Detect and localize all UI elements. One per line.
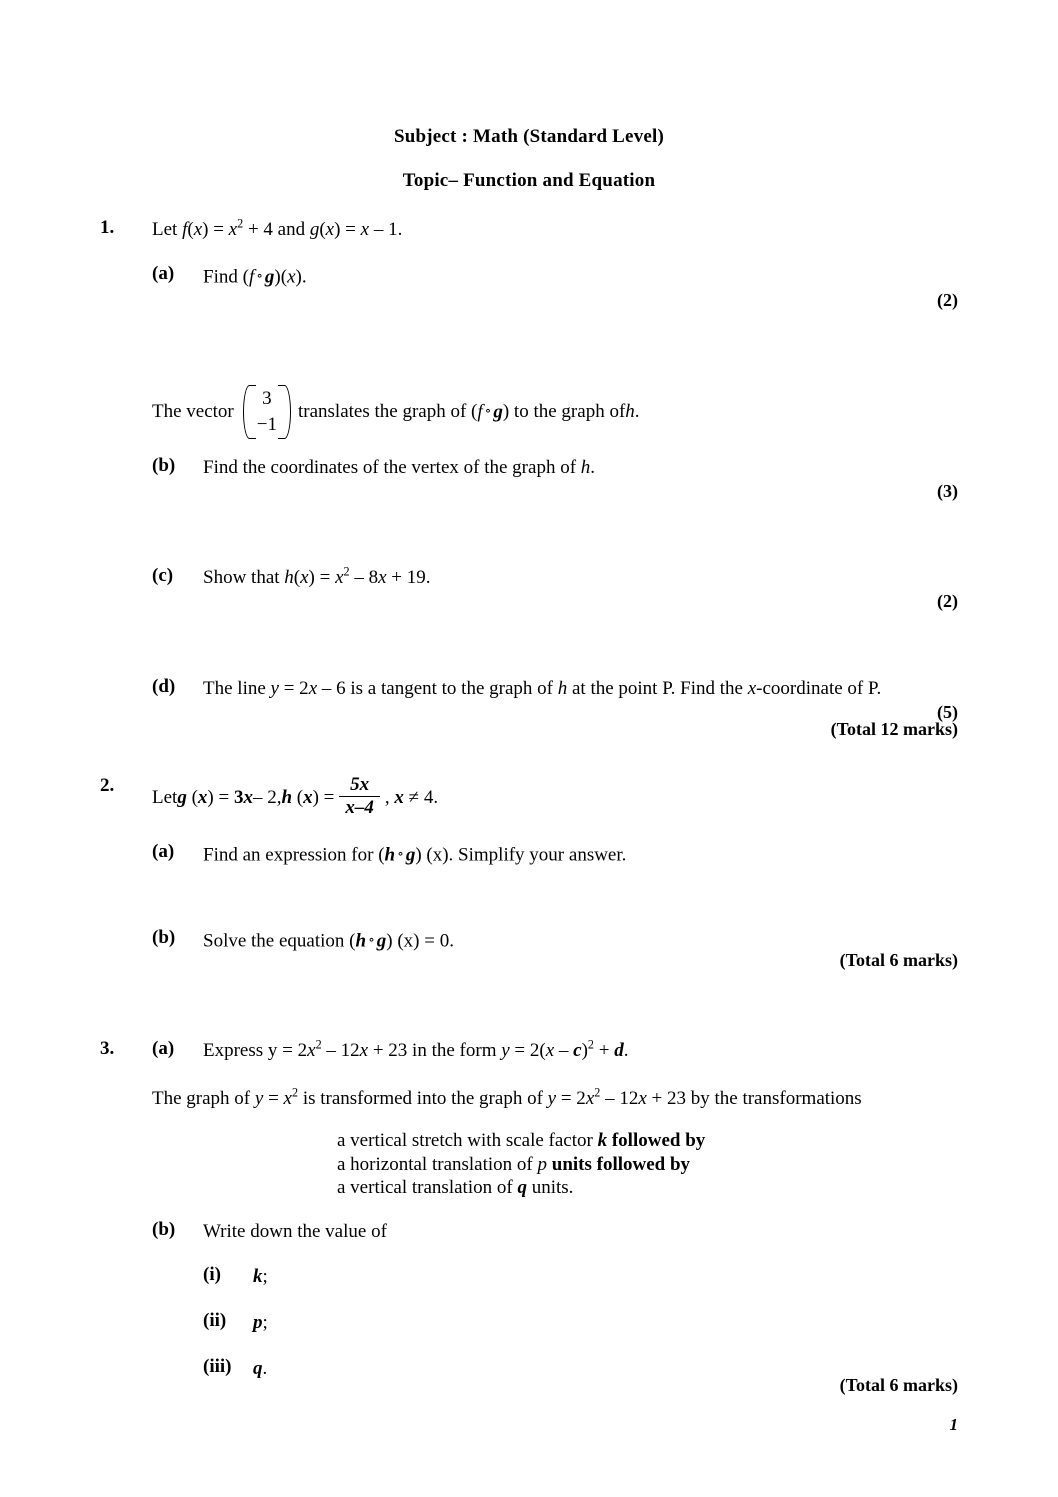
text-q2-tail: ≠ 4. [403, 786, 439, 808]
text-q3a-pre: Express y = 2 [203, 1040, 308, 1061]
subpart-ii-punct: ; [262, 1312, 268, 1333]
question-1-part-d-marks: (5) [937, 702, 958, 722]
question-number-3: 3. [100, 1038, 115, 1059]
question-1-vector-statement: The vector 3 −1 translates the graph of (f ∘ g) to the graph ofh. [152, 385, 640, 439]
transformation-item-2 [337, 1153, 705, 1177]
question-3-subpart-ii-label: (ii) [203, 1310, 227, 1331]
question-1-part-a-label: (a) [152, 263, 175, 284]
question-2-part-b-text: Solve the equation (h ∘ g) (x) = 0. [203, 930, 454, 952]
text-q2b-tail: ) (x) = 0. [386, 930, 454, 952]
transformation-3-var: q [517, 1177, 527, 1198]
question-2-part-a-text: Find an expression for (h ∘ g) (x). Simplify your answer. [203, 844, 627, 866]
column-vector [243, 385, 291, 439]
question-3-subpart-iii-text [253, 1356, 267, 1382]
question-1-part-c-label: (c) [152, 565, 174, 586]
question-2-total-marks: (Total 6 marks) [839, 950, 958, 970]
text-to-graph-h: ) to the graph of [502, 401, 626, 422]
text-q2-mid: – 2, [252, 786, 282, 808]
transformation-1-tail: followed by [607, 1130, 706, 1151]
fraction-denominator: x–4 [339, 796, 380, 819]
question-1-part-c-marks: (2) [937, 591, 958, 611]
fraction-numerator: 5x [350, 774, 370, 795]
text-show-that: Show that [203, 567, 285, 588]
subpart-iii-punct: . [262, 1358, 268, 1379]
text-q2a-tail: ) (x). Simplify your answer. [415, 844, 627, 866]
question-3-part-a-text: Express $y = 2x^2 - 12x + 23$ in the form y = 2(x – c)$^2$ + d. [203, 1037, 629, 1061]
subject-heading: Subject : Math (Standard Level) [393, 126, 665, 147]
text-let: Let [152, 219, 183, 240]
transformation-1-text: a vertical stretch with scale factor [337, 1130, 598, 1151]
transformation-3-text: a vertical translation of [337, 1177, 518, 1198]
text-line-pre: The line [203, 678, 271, 699]
transformation-item-1 [337, 1129, 705, 1153]
text-find: Find [203, 266, 243, 288]
question-3-subpart-iii-label: (iii) [203, 1356, 232, 1377]
text-line-post: at the point P. Find the [567, 678, 748, 699]
transformation-2-text: a horizontal translation of [337, 1153, 538, 1175]
question-1-total-marks: (Total 12 marks) [830, 719, 958, 739]
text-q2-let: Let [152, 786, 178, 808]
question-2-part-b-label: (b) [152, 927, 176, 948]
text-q3a-mid: – 12 [321, 1040, 360, 1061]
question-1-part-a-marks: (2) [937, 290, 958, 310]
transformation-1-var: k [597, 1130, 608, 1151]
page-number: 1 [949, 1415, 958, 1434]
question-2-part-a-label: (a) [152, 841, 175, 862]
transformation-list [337, 1129, 705, 1200]
question-3-part-b-text: Write down the value of [203, 1221, 387, 1242]
question-number-1: 1. [100, 217, 115, 238]
text-line-mid: is a tangent to the graph of [345, 678, 558, 699]
transformation-item-3 [337, 1176, 705, 1200]
text-q3-graph-post: by the transformations [685, 1088, 862, 1109]
question-1-part-b-marks: (3) [937, 481, 958, 501]
question-2-stem: Letg (x) = 3x– 2,h (x) = $\frac{5x}{x-4}$ , x ≠ 4. [152, 774, 439, 818]
text-q3a-post: + 23 in the form [368, 1040, 502, 1061]
question-3-transform-intro: The graph of $y = x^2$ is transformed into the graph of $y = 2x^2 - 12x + 23$ by the transformations [152, 1085, 862, 1109]
question-3-subpart-i-label: (i) [203, 1264, 221, 1285]
text-q3-graph-mid: is transformed into the graph of [298, 1088, 548, 1109]
question-3-subpart-ii-text [253, 1310, 268, 1336]
text-the-vector: The vector [152, 401, 234, 422]
vector-right-paren [278, 385, 291, 439]
subpart-i-var: k [253, 1266, 263, 1287]
text-line-end: -coordinate of P. [756, 678, 882, 699]
question-1-part-a-text: Find (f ∘ g)(x). [203, 266, 307, 288]
question-3-total-marks: (Total 6 marks) [839, 1375, 958, 1395]
subpart-ii-var: p [253, 1312, 263, 1333]
text-translates: translates the graph of ( [297, 401, 478, 422]
transformation-2-var: p [537, 1153, 547, 1175]
text-and: and [272, 219, 310, 240]
text-q2b: Solve the equation ( [203, 930, 356, 952]
text-q2a: Find an expression for ( [203, 844, 385, 866]
transformation-3-tail: units. [526, 1177, 574, 1198]
subpart-iii-var: q [253, 1358, 263, 1379]
question-1-stem: Let $f(x) = x^2 + 4$ and g(x) = x – 1. [152, 216, 403, 240]
question-1-part-b-text: Find the coordinates of the vertex of the graph of h. [203, 457, 596, 478]
transformation-2-tail: units followed by [551, 1153, 691, 1175]
subpart-i-punct: ; [262, 1266, 268, 1287]
topic-heading: Topic– Function and Equation [402, 170, 656, 191]
question-1-part-d-text: The line y = 2x – 6 is a tangent to the graph of h at the point P. Find the x-coordinate of P. [203, 678, 882, 699]
question-3-subpart-i-text [253, 1264, 268, 1290]
question-1-part-d-label: (d) [152, 676, 176, 697]
vector-value-top: 3 [262, 388, 272, 409]
fraction-5x-over-x-minus-4 [339, 774, 380, 819]
text-q3-graph-pre: The graph of [152, 1088, 255, 1109]
vector-left-paren [243, 385, 256, 439]
question-1-part-c-text: Show that $h(x) = x^2 - 8x + 19$. [203, 564, 431, 588]
vector-value-bottom: −1 [256, 414, 277, 435]
text-find-vertex: Find the coordinates of the vertex of the graph of [203, 457, 581, 478]
question-3-part-a-label: (a) [152, 1038, 175, 1059]
question-1-part-b-label: (b) [152, 455, 176, 476]
question-3-part-b-label: (b) [152, 1219, 176, 1240]
question-number-2: 2. [100, 775, 115, 796]
